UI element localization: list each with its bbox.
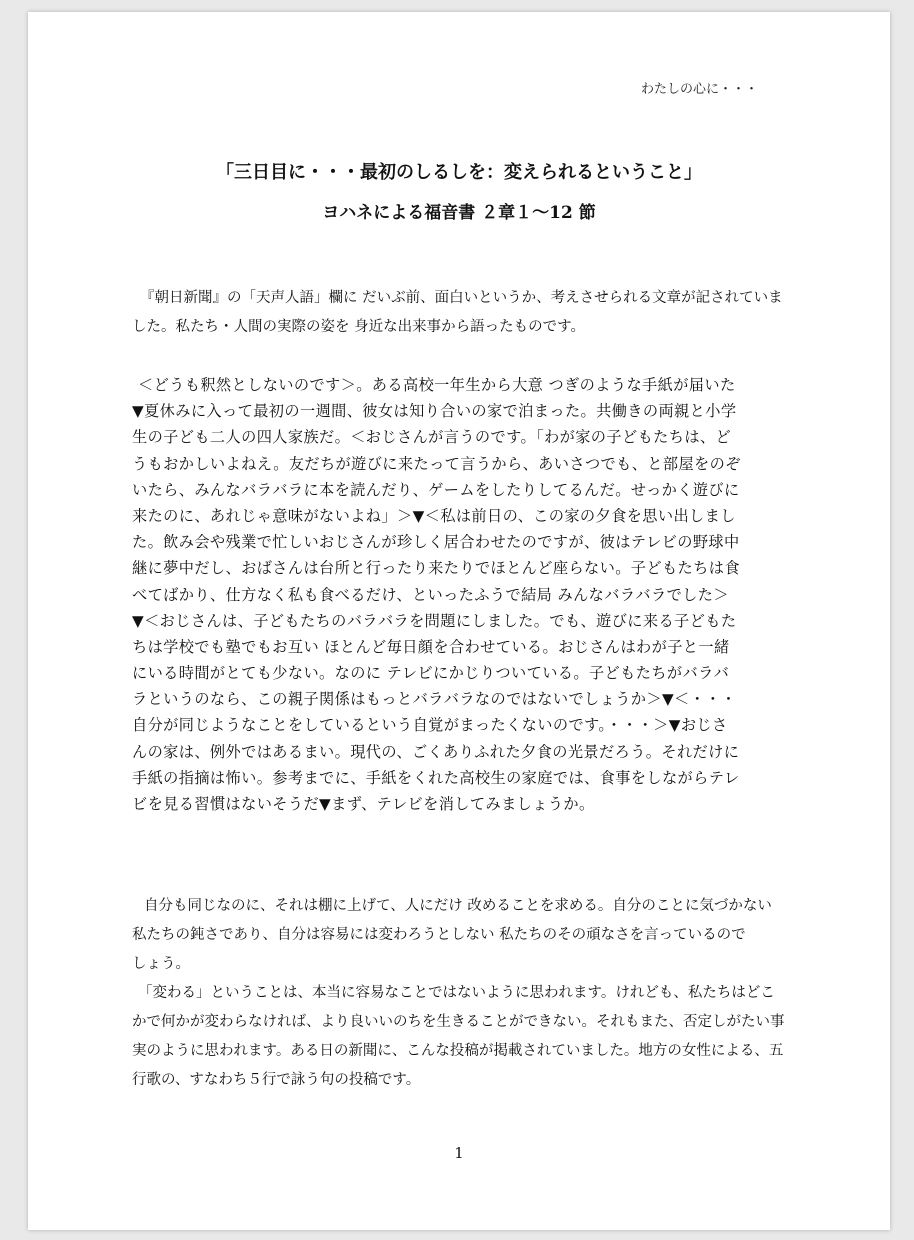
body-paragraphs — [132, 892, 790, 1095]
page-number: 1 — [454, 1144, 464, 1162]
text-line: た。飲み会や残業で忙しいおじさんが珍しく居合わせたのですが、彼はテレビの野球中 — [132, 533, 740, 552]
text-line: うもおかしいよねえ。友だちが遊びに来たって言うから、あいさつでも、と部屋をのぞ — [132, 454, 741, 473]
text-line: ビを見る習慣はないそうだ▼まず、テレビを消してみましょうか。 — [132, 795, 595, 813]
text-line: 手紙の指摘は怖い。参考までに、手紙をくれた高校生の家庭では、食事をしながらテレ — [132, 768, 740, 787]
text-line: 自分も同じなのに、それは棚に上げて、人にだけ 改めることを求める。自分のことに気づかない — [144, 898, 772, 914]
text-line: ＜どうも釈然としないのです＞。ある高校一年生から大意 つぎのような手紙が届いた — [138, 376, 736, 394]
text-line: ▼＜おじさんは、子どもたちのバラバラを問題にしました。でも、遊びに来る子どもた — [132, 611, 737, 630]
text-line: 『朝日新聞』の「天声人語」欄に だいぶ前、面白いというか、考えさせられる文章が記されていま — [140, 290, 783, 306]
text-line: にいる時間がとても少ない。なのに テレビにかじりついている。子どもたちがバラバ — [132, 664, 730, 683]
text-line: 実のように思われます。ある日の新聞に、こんな投稿が掲載されていました。地方の女性による、五 — [132, 1043, 784, 1059]
quoted-column — [132, 372, 790, 817]
text-line: ちは学校でも塾でもお互い ほとんど毎日顔を合わせている。おじさんはわが子と一緒 — [132, 637, 730, 656]
intro-paragraph — [132, 284, 790, 342]
text-line: ラというのなら、この親子関係はもっとバラバラなのではないでしょうか＞▼＜・・・ — [132, 690, 737, 709]
text-line: した。私たち・人間の実際の姿を 身近な出来事から語ったものです。 — [132, 319, 585, 335]
text-line: かで何かが変わらなければ、より良いいのちを生きることができない。それもまた、否定しがたい事 — [132, 1014, 785, 1030]
document-page — [28, 12, 890, 1230]
text-line: 継に夢中だし、おばさんは台所と行ったり来たりでほとんど座らない。子どもたちは食 — [132, 559, 740, 578]
text-line: 生の子ども二人の四人家族だ。＜おじさんが言うのです。「わが家の子どもたちは、ど — [132, 428, 732, 447]
sermon-title: 「三日目に・・・最初のしるしを：変えられるということ」 — [216, 162, 702, 183]
text-line: 行歌の、すなわち５行で詠う句の投稿です。 — [132, 1072, 421, 1088]
text-line: べてばかり、仕方なく私も食べるだけ、といったふうで結局 みんなバラバラでした＞ — [132, 585, 729, 604]
text-line: 来たのに、あれじゃ意味がないよね」＞▼＜私は前日の、この家の夕食を思い出しまし — [132, 506, 736, 525]
scripture-reference: ヨハネによる福音書 ２章１〜12 節 — [322, 203, 596, 223]
header-note: わたしの心に・・・ — [640, 82, 758, 97]
text-line: 私たちの鈍さであり、自分は容易には変わろうとしない 私たちのその頑なさを言っているので — [132, 927, 746, 943]
text-line: 自分が同じようなことをしているという自覚がまったくないのです。・・・＞▼おじさ — [132, 716, 728, 735]
text-line: んの家は、例外ではあるまい。現代の、ごくありふれた夕食の光景だろう。それだけに — [132, 742, 740, 761]
text-line: 「変わる」ということは、本当に容易なことではないように思われます。けれども、私たちはどこ — [138, 985, 775, 1001]
text-line: ▼夏休みに入って最初の一週間、彼女は知り合いの家で泊まった。共働きの両親と小学 — [132, 402, 737, 421]
text-line: いたら、みんなバラバラに本を読んだり、ゲームをしたりしてるんだ。せっかく遊びに — [132, 480, 740, 499]
text-line: しょう。 — [132, 956, 190, 972]
